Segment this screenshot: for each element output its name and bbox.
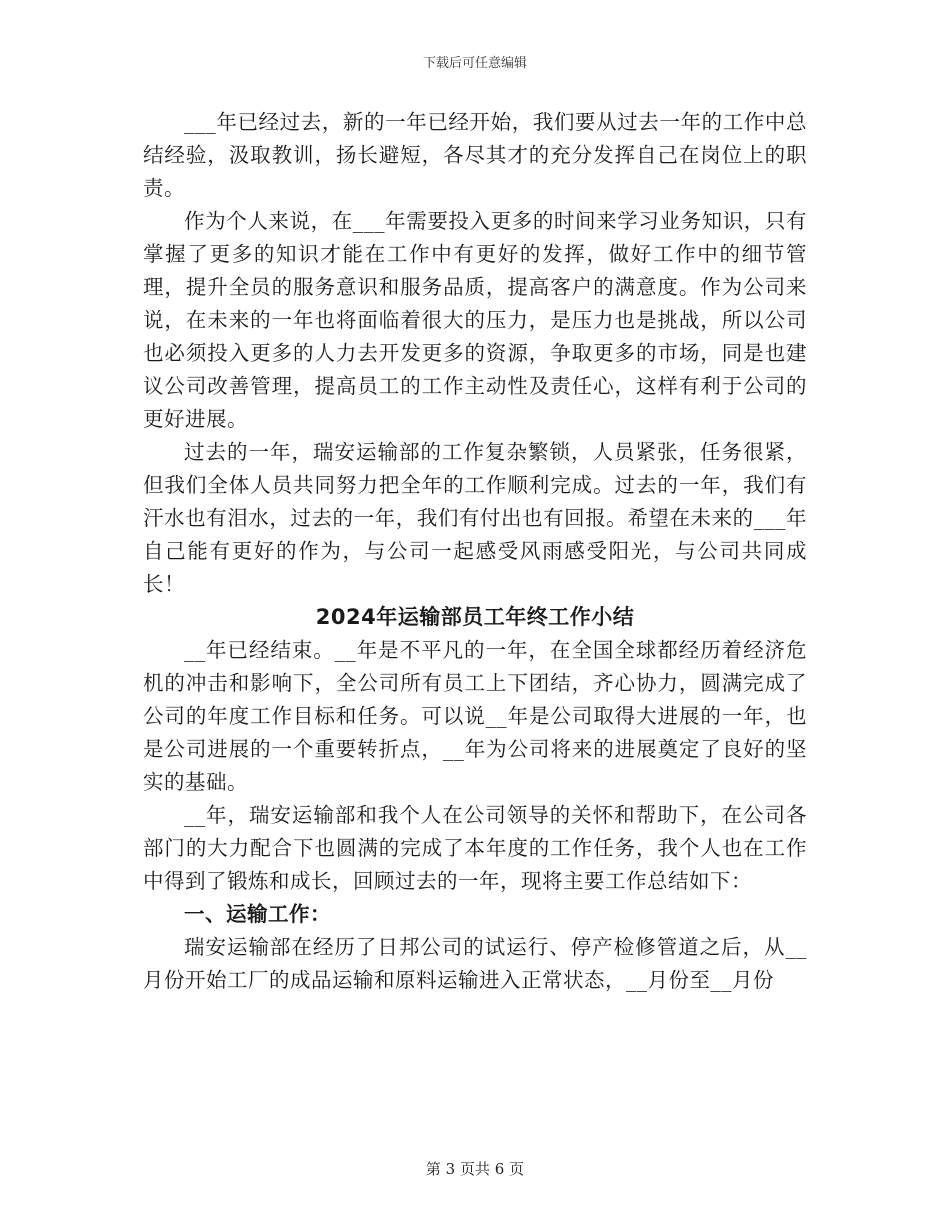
paragraph: 过去的一年，瑞安运输部的工作复杂繁锁，人员紧张，任务很紧，但我们全体人员共同努力把全年的工作顺利完成。过去的一年，我们有汗水也有泪水，过去的一年，我们有付出也有回报。希望在未来的___年自己能有更好的作为，与公司一起感受风雨感受阳光，与公司共同成长！ (143, 440, 807, 596)
paragraph: ___年已经过去，新的一年已经开始，我们要从过去一年的工作中总结经验，汲取教训，扬长避短，各尽其才的充分发挥自己在岗位上的职责。 (143, 110, 807, 200)
paragraph: 作为个人来说，在___年需要投入更多的时间来学习业务知识，只有掌握了更多的知识才能在工作中有更好的发挥，做好工作中的细节管理，提升全员的服务意识和服务品质，提高客户的满意度。作为公司来说，在未来的一年也将面临着很大的压力，是压力也是挑战，所以公司也必须投入更多的人力去开发更多的资源，争取更多的市场，同是也建议公司改善管理，提高员工的工作主动性及责任心，这样有利于公司的更好进展。 (143, 209, 807, 431)
paragraph: 瑞安运输部在经历了日邦公司的试运行、停产检修管道之后，从__月份开始工厂的成品运输和原料运输进入正常状态，__月份至__月份 (143, 935, 807, 992)
page-header: 下载后可任意编辑 (422, 56, 527, 71)
paragraph: __年已经结束。__年是不平凡的一年，在全国全球都经历着经济危机的冲击和影响下，全公司所有员工上下团结，齐心协力，圆满完成了公司的年度工作目标和任务。可以说__年是公司取得大进展的一年，也是公司进展的一个重要转折点，__年为公司将来的进展奠定了良好的坚实的基础。 (143, 638, 807, 794)
page-footer: 第 3 页共 6 页 (425, 1160, 525, 1178)
paragraph: __年，瑞安运输部和我个人在公司领导的关怀和帮助下，在公司各部门的大力配合下也圆满的完成了本年度的工作任务，我个人也在工作中得到了锻炼和成长，回顾过去的一年，现将主要工作总结如下： (143, 803, 807, 893)
document-body (143, 106, 807, 997)
section-title: 2024年运输部员工年终工作小结 (315, 605, 635, 629)
subsection-heading: 一、运输工作： (184, 902, 331, 926)
